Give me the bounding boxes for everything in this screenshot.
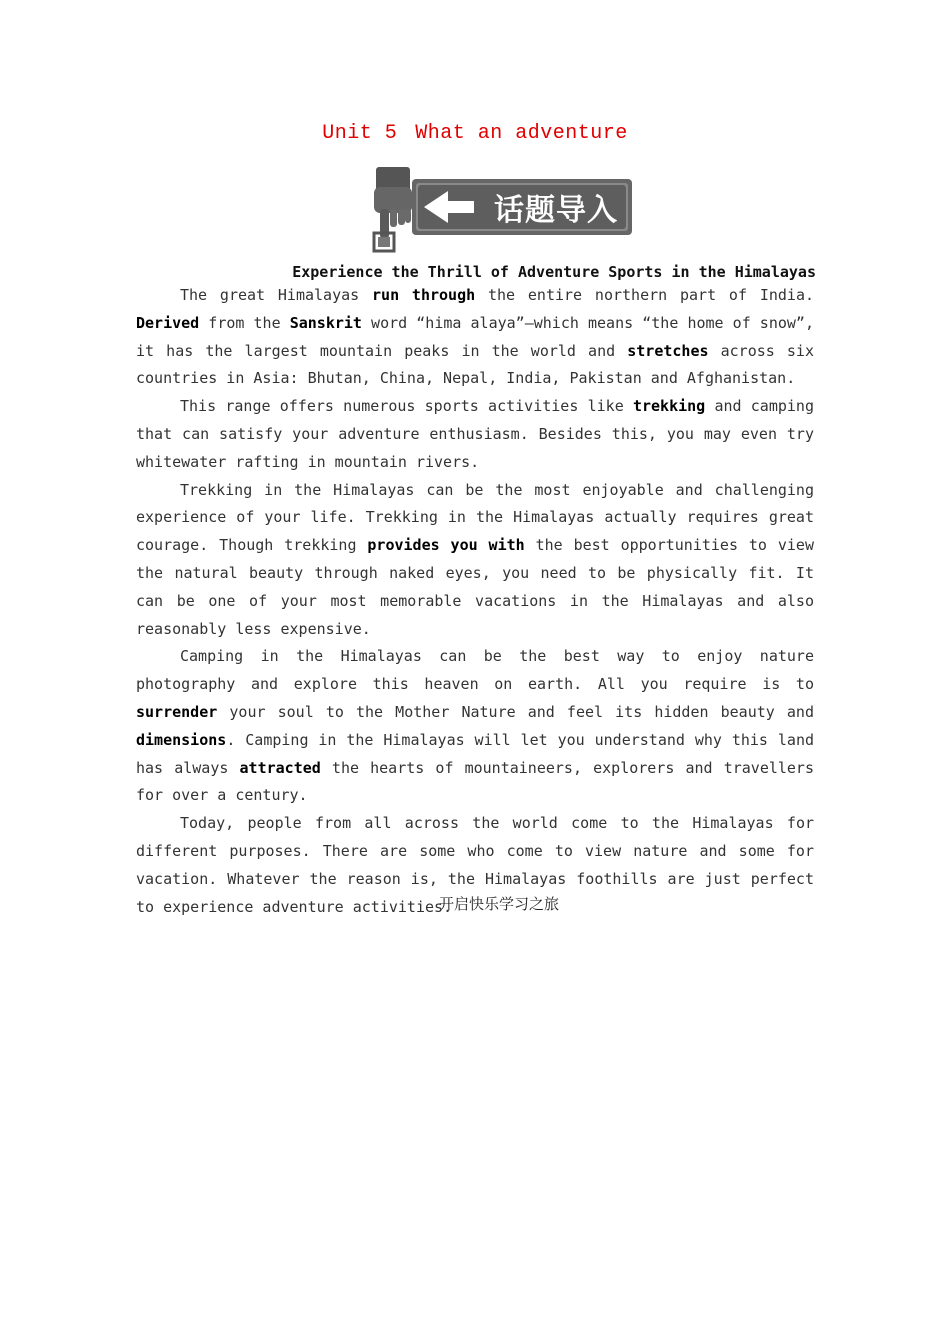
text-span: and camping that can satisfy your adventure enthusiasm. Besides this, you may even try whitewater rafting in mountain rivers.	[136, 397, 814, 471]
keyword: trekking	[632, 397, 706, 416]
text-span: word “hima alaya”—which means “the home of snow”, it has the largest mountain peaks in the world and	[136, 313, 814, 360]
keyword: Derived	[136, 313, 200, 332]
banner-label: 话题导入	[494, 193, 618, 228]
unit-title: What an adventure	[415, 122, 628, 145]
keyword: surrender	[136, 702, 218, 721]
paragraph-3	[136, 477, 814, 644]
keyword: run through	[372, 286, 476, 304]
keyword: provides you with	[367, 536, 525, 555]
text-span: . Camping in the Himalayas will let you understand why this land has always	[136, 730, 814, 777]
text-span: your soul to the Mother Nature and feel its hidden beauty and	[217, 702, 814, 721]
paragraph-4	[136, 643, 814, 810]
keyword: Sanskrit	[289, 313, 362, 332]
topic-intro-banner	[366, 165, 636, 257]
keyword: attracted	[239, 758, 321, 777]
article-body	[136, 282, 814, 921]
paragraph-2	[136, 393, 814, 476]
page-title	[0, 122, 950, 145]
text-span: across six countries in Asia: Bhutan, China, Nepal, India, Pakistan and Afghanistan.	[136, 341, 814, 388]
text-span: Today, people from all across the world come to the Himalayas for different purposes. There are some who come to view nature and some for vacation. Whatever the reason is, the Himalayas foothills are just perfect to experience adventure activities.	[136, 814, 814, 916]
keyword: stretches	[627, 341, 709, 360]
text-span: the entire northern part of India.	[475, 286, 815, 304]
article-title: Experience the Thrill of Adventure Sports in the Himalayas	[292, 263, 816, 281]
text-span: the best opportunities to view the natural beauty through naked eyes, you need to be physically fit. It can be one of your most memorable vacations in the Himalayas and also reasonably less expensive.	[136, 536, 814, 638]
keyword: dimensions	[136, 730, 227, 749]
text-span: This range offers numerous sports activities like	[180, 397, 633, 416]
text-span: Camping in the Himalayas can be the best way to enjoy nature photography and explore this heaven on earth. All you require is to	[136, 647, 814, 694]
text-span: from the	[199, 313, 290, 332]
text-span: The great Himalayas	[180, 286, 373, 304]
paragraph-1	[136, 282, 814, 393]
unit-number: Unit 5	[322, 122, 398, 145]
text-span: the hearts of mountaineers, explorers and travellers for over a century.	[136, 758, 814, 805]
text-span: Trekking in the Himalayas can be the most enjoyable and challenging experience of your life. Trekking in the Himalayas actually requires great courage. Though trekking	[136, 480, 814, 555]
footer-slogan: 开启快乐学习之旅	[438, 895, 559, 913]
